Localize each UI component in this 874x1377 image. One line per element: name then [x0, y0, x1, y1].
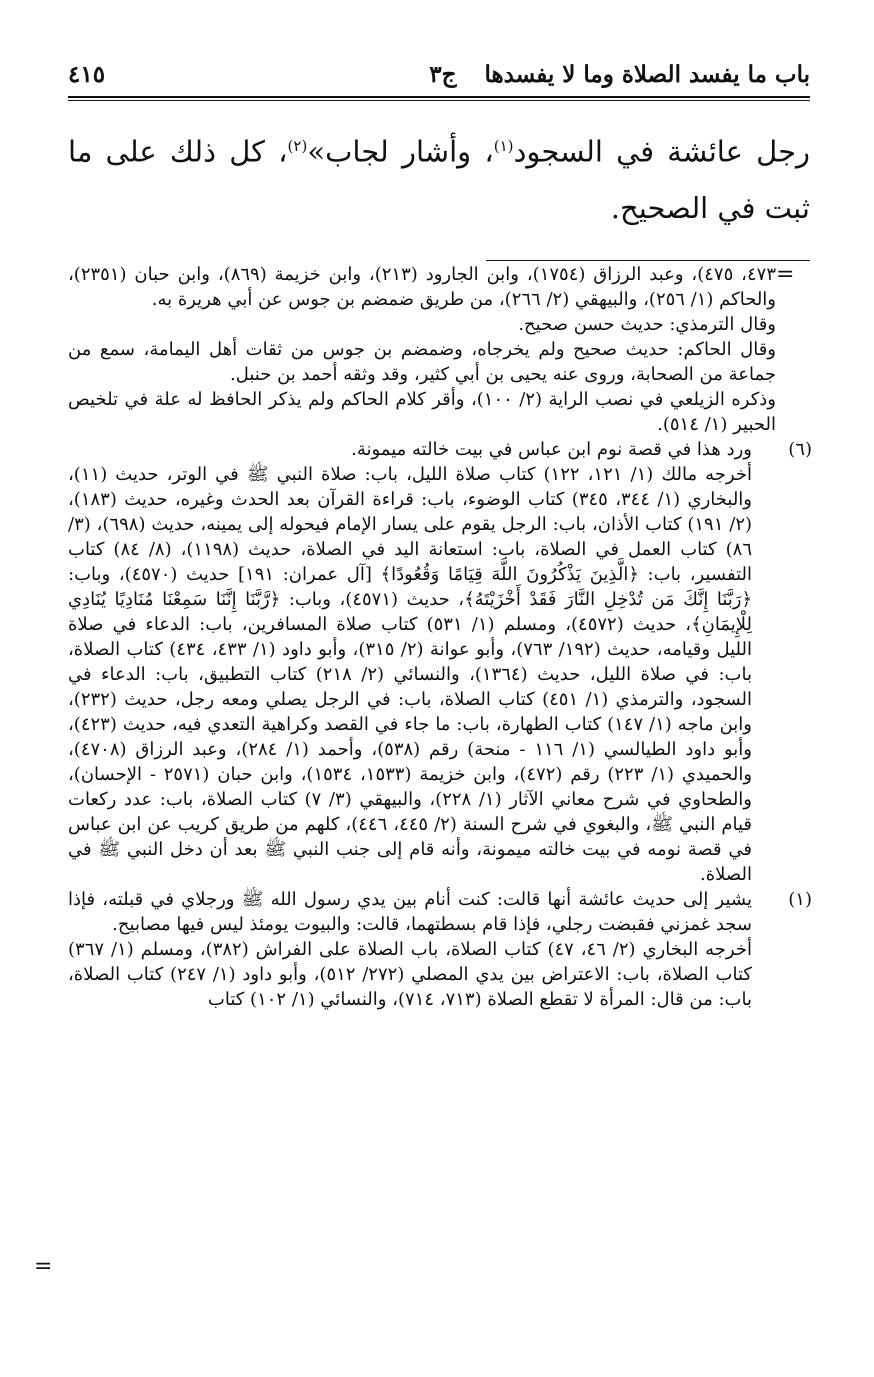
footnote-6 — [68, 437, 810, 887]
footnote-continuation-mark-bottom: = — [34, 1254, 53, 1279]
footnote-6-number: (٦) — [788, 439, 812, 460]
footnote-line: أخرجه مالك (١/ ١٢١، ١٢٢) كتاب صلاة الليل، باب: صلاة النبي ﷺ في الوتر، حديث (١١)، والبخاري (١/ ٣٤٤، ٣٤٥) كتاب الوضوء، باب: قراءة القرآن بعد الحدث وغيره، حديث (١٨٣)، (٢/ ١٩١) كتاب الأذان، باب: الرجل يقوم على يسار الإمام فيحوله إلى يمينه، حديث (٦٩٨)، (٣/ ٨٦) كتاب العمل في الصلاة، باب: استعانة اليد في الصلاة، حديث (١١٩٨)، (٨/ ٨٤) كتاب التفسير، باب: ﴿الَّذِينَ يَذْكُرُونَ اللَّهَ قِيَامًا وَقُعُودًا﴾ [آل عمران: ١٩١] حديث (٤٥٧٠)، وباب: ﴿رَبَّنَا إِنَّكَ مَن تُدْخِلِ النَّارَ فَقَدْ أَخْزَيْتَهُ﴾، حديث (٤٥٧١)، وباب: ﴿رَّبَّنَا إِنَّنَا سَمِعْنَا مُنَادِيًا يُنَادِي لِلْإِيمَانِ﴾، حديث (٤٥٧٢)، ومسلم (١/ ٥٣١) كتاب صلاة المسافرين، باب: الدعاء في صلاة الليل وقيامه، حديث (١٩٢/ ٧٦٣)، وأبو عوانة (٢/ ٣١٥)، وأبو داود (١/ ٤٣٣، ٤٣٤) كتاب الصلاة، باب: في صلاة الليل، حديث (١٣٦٤)، والنسائي (٢/ ٢١٨) كتاب التطبيق، باب: الدعاء في السجود، والترمذي (١/ ٤٥١) كتاب الصلاة، باب: في الرجل يصلي ومعه رجل، حديث (٢٣٢)، وابن ماجه (١/ ١٤٧) كتاب الطهارة، باب: ما جاء في القصد وكراهية التعدي فيه، حديث (٤٢٣)، وأبو داود الطيالسي (١/ ١١٦ - منحة) رقم (٥٣٨)، وأحمد (١/ ٢٨٤)، وعبد الرزاق (٤٧٠٨)، والحميدي (١/ ٢٢٣) رقم (٤٧٢)، وابن خزيمة (١٥٣٣، ١٥٣٤)، وابن حبان (٢٥٧١ - الإحسان)، والطحاوي في شرح معاني الآثار (١/ ٢٢٨)، والبيهقي (٣/ ٧) كتاب الصلاة، باب: عدد ركعات قيام النبي ﷺ، والبغوي في شرح السنة (٢/ ٤٤٥، ٤٤٦)، كلهم من طريق كريب عن ابن عباس في قصة نومه في بيت خالته ميمونة، وأنه قام إلى جنب النبي ﷺ بعد أن دخل النبي ﷺ في الصلاة. — [68, 464, 753, 885]
main-text-part-1: رجل عائشة في السجود — [513, 134, 811, 169]
header-rule-thin — [68, 100, 810, 101]
footnote-continued — [68, 262, 810, 437]
footnote-1-number: (١) — [788, 889, 812, 910]
main-text-part-3: ، كل ذلك على ما ثبت في الصحيح. — [68, 134, 810, 225]
footnote-line: وقال الحاكم: حديث صحيح ولم يخرجاه، وضمضم بن جوس من ثقات أهل اليمامة، سمع من جماعة من الصحابة، وروى عنه يحيى بن أبي كثير، وقد وثقه أحمد بن حنبل. — [68, 339, 776, 385]
footnote-line: وذكره الزيلعي في نصب الراية (٢/ ١٠٠)، وأقر كلام الحاكم ولم يذكر الحافظ له علة في تلخيص الحبير (١/ ٥١٤). — [68, 389, 776, 435]
footnote-line: ورد هذا في قصة نوم ابن عباس في بيت خالته ميمونة. — [351, 439, 752, 460]
footnote-line: ٤٧٣، ٤٧٥)، وعبد الرزاق (١٧٥٤)، وابن الجارود (٢١٣)، وابن خزيمة (٨٦٩)، وابن حبان (٢٣٥١)، والحاكم (١/ ٢٥٦)، والبيهقي (٢/ ٢٦٦)، من طريق ضمضم بن جوس عن أبي هريرة به. — [68, 264, 776, 310]
footnote-separator — [486, 260, 810, 261]
footnote-ref-1[interactable]: (١) — [493, 137, 514, 155]
chapter-title: باب ما يفسد الصلاة وما لا يفسدها — [484, 60, 810, 88]
footnote-line: يشير إلى حديث عائشة أنها قالت: كنت أنام بين يدي رسول الله ﷺ ورجلاي في قبلته، فإذا سجد غمزني فقبضت رجلي، فإذا قام بسطتهما، قالت: والبيوت يومئذ ليس فيها مصابيح. — [68, 889, 752, 935]
footnote-line: أخرجه البخاري (٢/ ٤٦، ٤٧) كتاب الصلاة، باب الصلاة على الفراش (٣٨٢)، ومسلم (١/ ٣٦٧) كتاب الصلاة، باب: الاعتراض بين يدي المصلي (٢٧٢/ ٥١٢)، وأبو داود (١/ ٢٤٧) كتاب الصلاة، باب: من قال: المرأة لا تقطع الصلاة (٧١٣، ٧١٤)، والنسائي (١/ ١٠٢) كتاب — [68, 939, 752, 1010]
page-number: ٤١٥ — [68, 60, 106, 88]
footnote-1 — [68, 887, 810, 1012]
header-rule-thick — [68, 96, 810, 98]
main-text-part-2: ، وأشار لجاب» — [307, 134, 494, 169]
footnote-ref-2[interactable]: (٢) — [287, 137, 308, 155]
page-header — [68, 54, 810, 94]
main-text — [68, 118, 810, 236]
footnote-line: وقال الترمذي: حديث حسن صحيح. — [518, 314, 776, 335]
footnotes — [68, 262, 810, 1012]
header-title-group — [429, 61, 810, 88]
footnote-continuation-mark-top: = — [776, 262, 795, 287]
volume-label: ج٣ — [429, 60, 457, 88]
